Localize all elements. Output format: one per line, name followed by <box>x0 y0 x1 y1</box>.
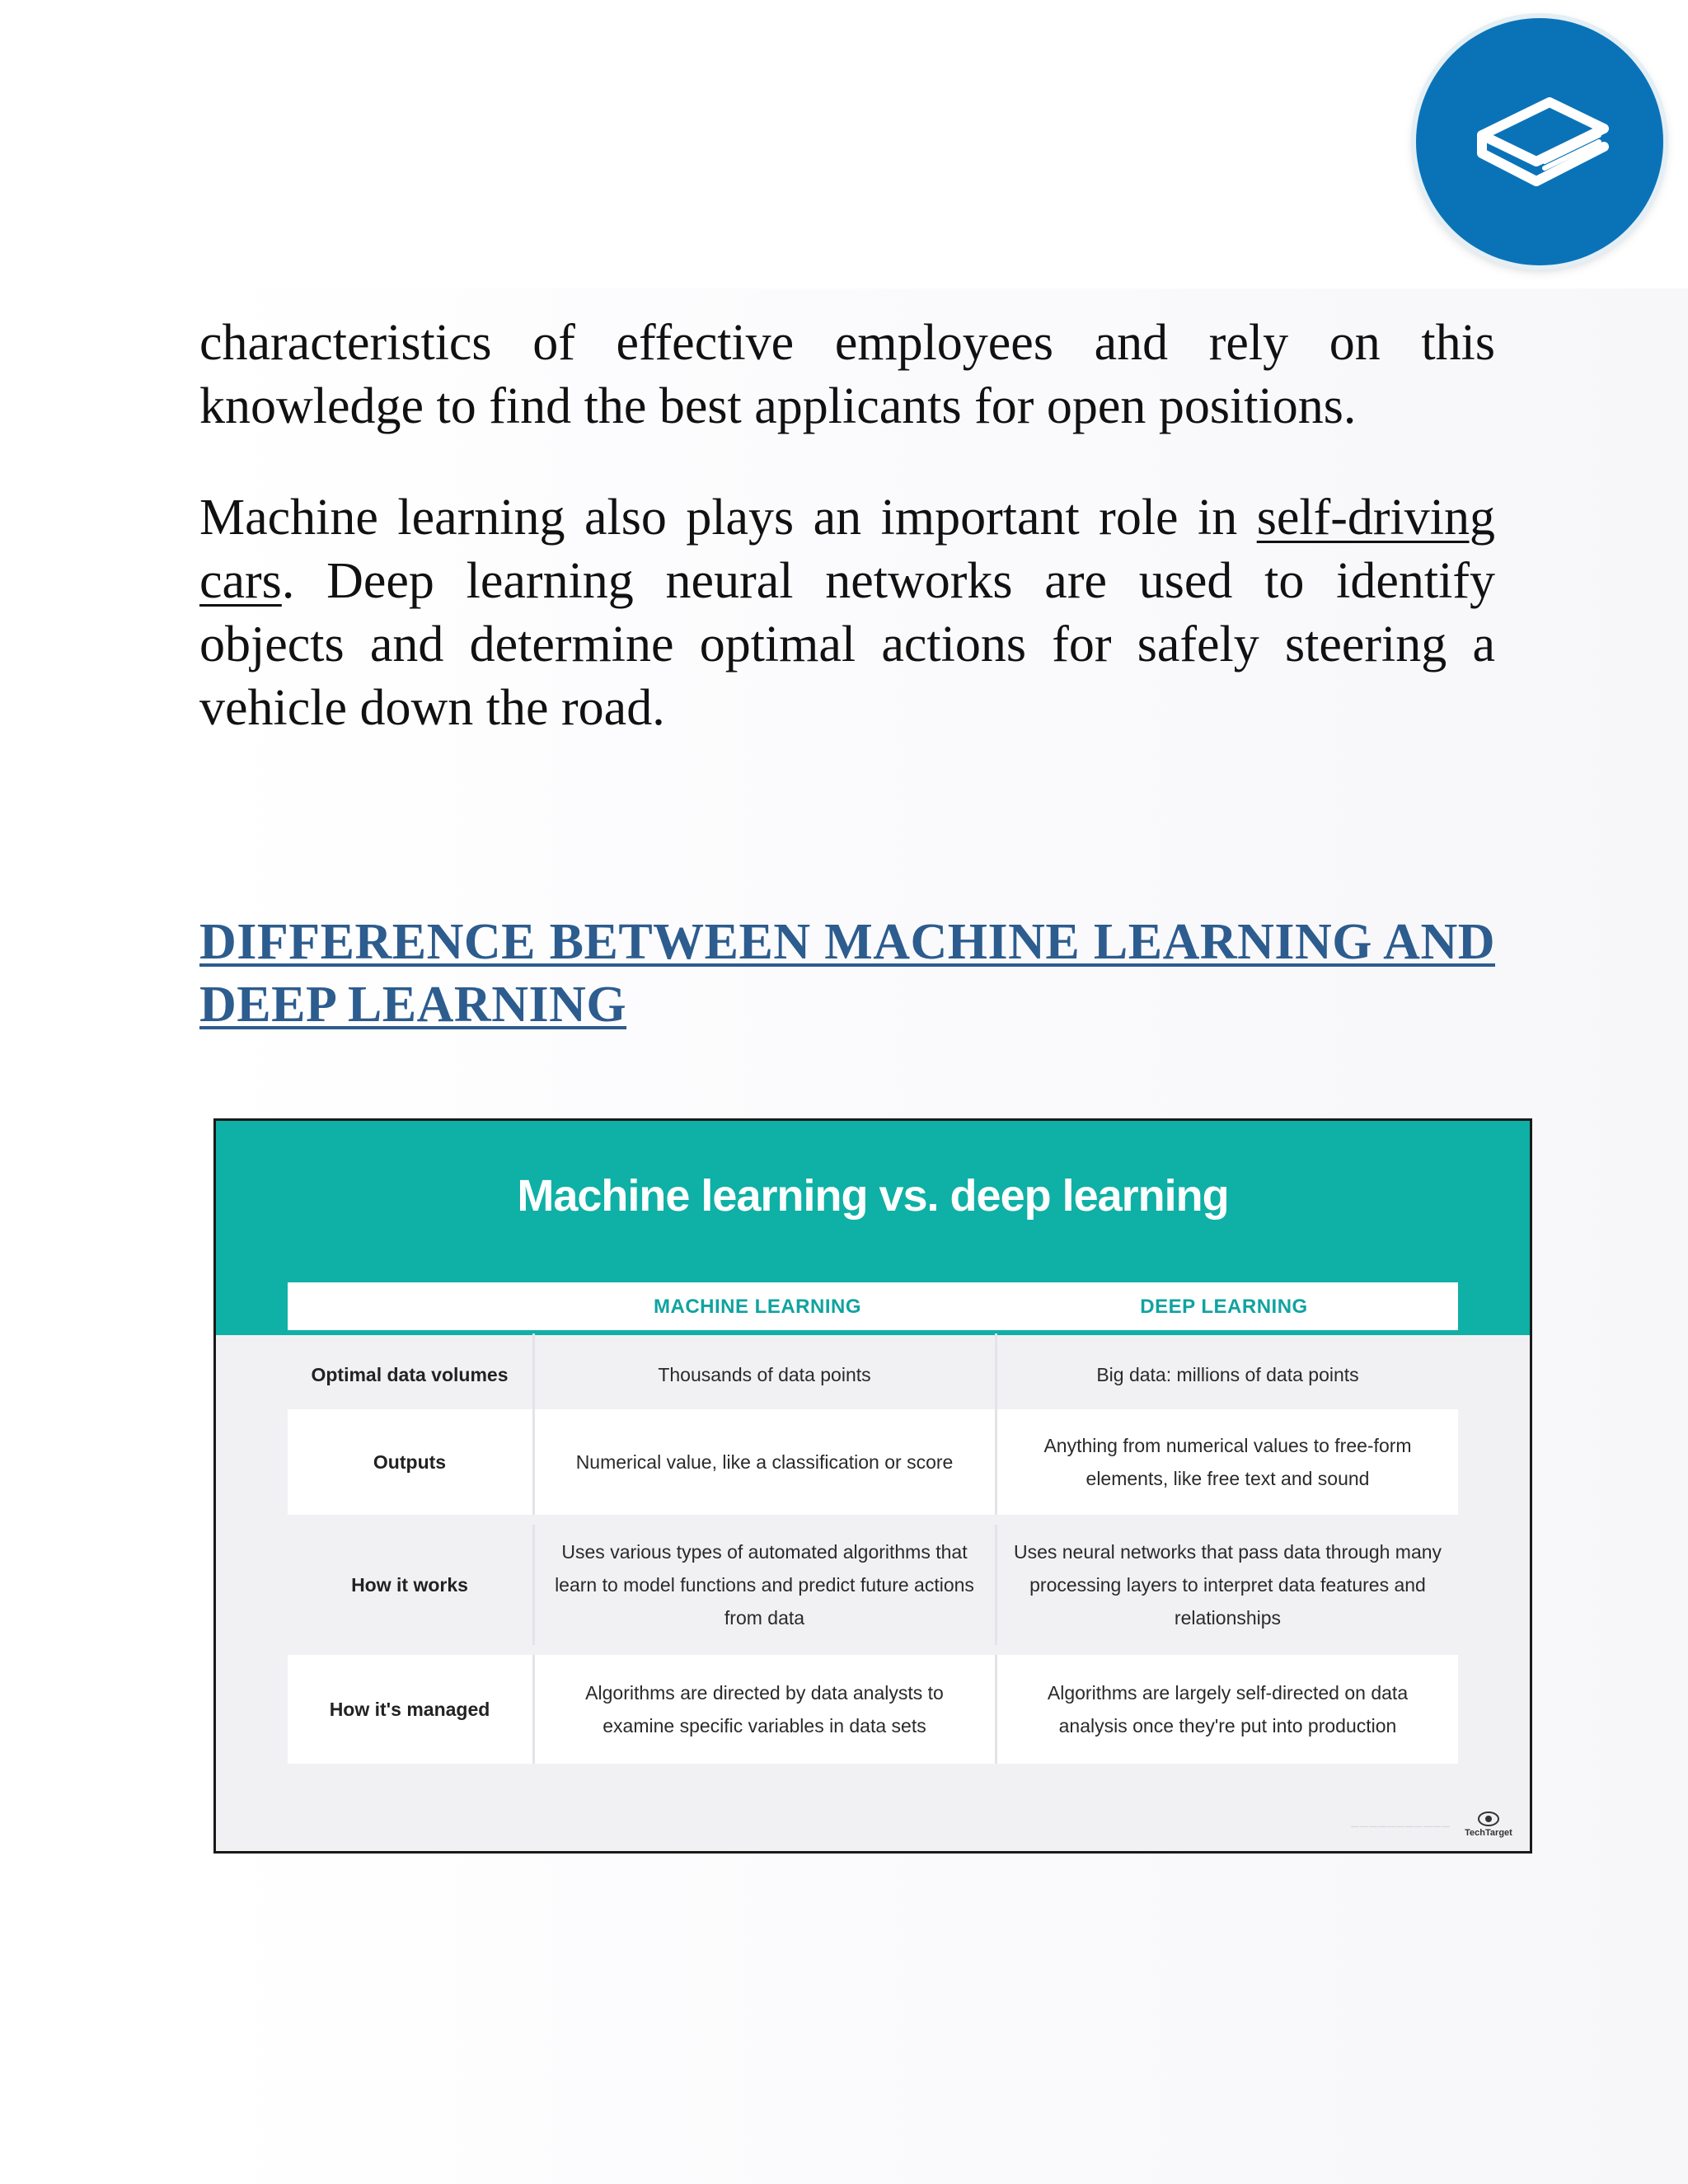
table-row <box>288 1333 1458 1416</box>
column-header-deep-learning: DEEP LEARNING <box>1140 1296 1308 1318</box>
eye-icon <box>1477 1810 1500 1828</box>
infographic-title: Machine learning vs. deep learning <box>517 1171 1229 1221</box>
book-icon <box>1457 59 1622 224</box>
techtarget-logo <box>1464 1788 1513 1838</box>
paragraph-text: Machine learning also plays an important role in <box>199 490 1257 546</box>
self-driving-cars-link[interactable]: self-driving cars <box>199 490 1495 609</box>
copyright-credit: ——————————— <box>1351 1822 1451 1831</box>
dl-cell: Anything from numerical values to free-form elements, like free text and sound <box>1043 1435 1412 1489</box>
dl-cell: Algorithms are largely self-directed on data analysis once they're put into production <box>1047 1682 1409 1736</box>
dl-cell: Uses neural networks that pass data through many processing layers to interpret data features and relationships <box>1013 1541 1442 1629</box>
row-label: Optimal data volumes <box>311 1364 509 1385</box>
column-header-bar <box>288 1282 1458 1330</box>
ml-cell: Numerical value, like a classification or score <box>575 1451 954 1473</box>
row-label: How it works <box>351 1574 468 1596</box>
dl-cell: Big data: millions of data points <box>1096 1364 1359 1385</box>
column-header-machine-learning: MACHINE LEARNING <box>654 1296 861 1318</box>
ml-cell: Algorithms are directed by data analysts to examine specific variables in data sets <box>585 1682 944 1736</box>
table-row <box>288 1525 1458 1645</box>
row-label: Outputs <box>373 1451 447 1473</box>
row-label: How it's managed <box>329 1699 490 1720</box>
techtarget-wordmark: TechTarget <box>1465 1828 1512 1838</box>
table-row <box>288 1409 1458 1515</box>
ml-vs-dl-infographic <box>213 1118 1532 1854</box>
ml-cell: Uses various types of automated algorithms that learn to model functions and predict future actions from data <box>555 1541 974 1629</box>
paragraph-employees: characteristics of effective employees and rely on this knowledge to find the best applicants for open positions. <box>199 315 1495 434</box>
section-heading: DIFFERENCE BETWEEN MACHINE LEARNING AND DEEP LEARNING <box>199 914 1495 1033</box>
site-logo[interactable] <box>1416 18 1663 265</box>
table-row <box>288 1655 1458 1764</box>
paragraph-text: . Deep learning neural networks are used to identify objects and determine optimal actions for safely steering a vehicle down the road. <box>199 553 1495 736</box>
ml-cell: Thousands of data points <box>658 1364 871 1385</box>
paragraph-self-driving <box>199 486 1495 740</box>
